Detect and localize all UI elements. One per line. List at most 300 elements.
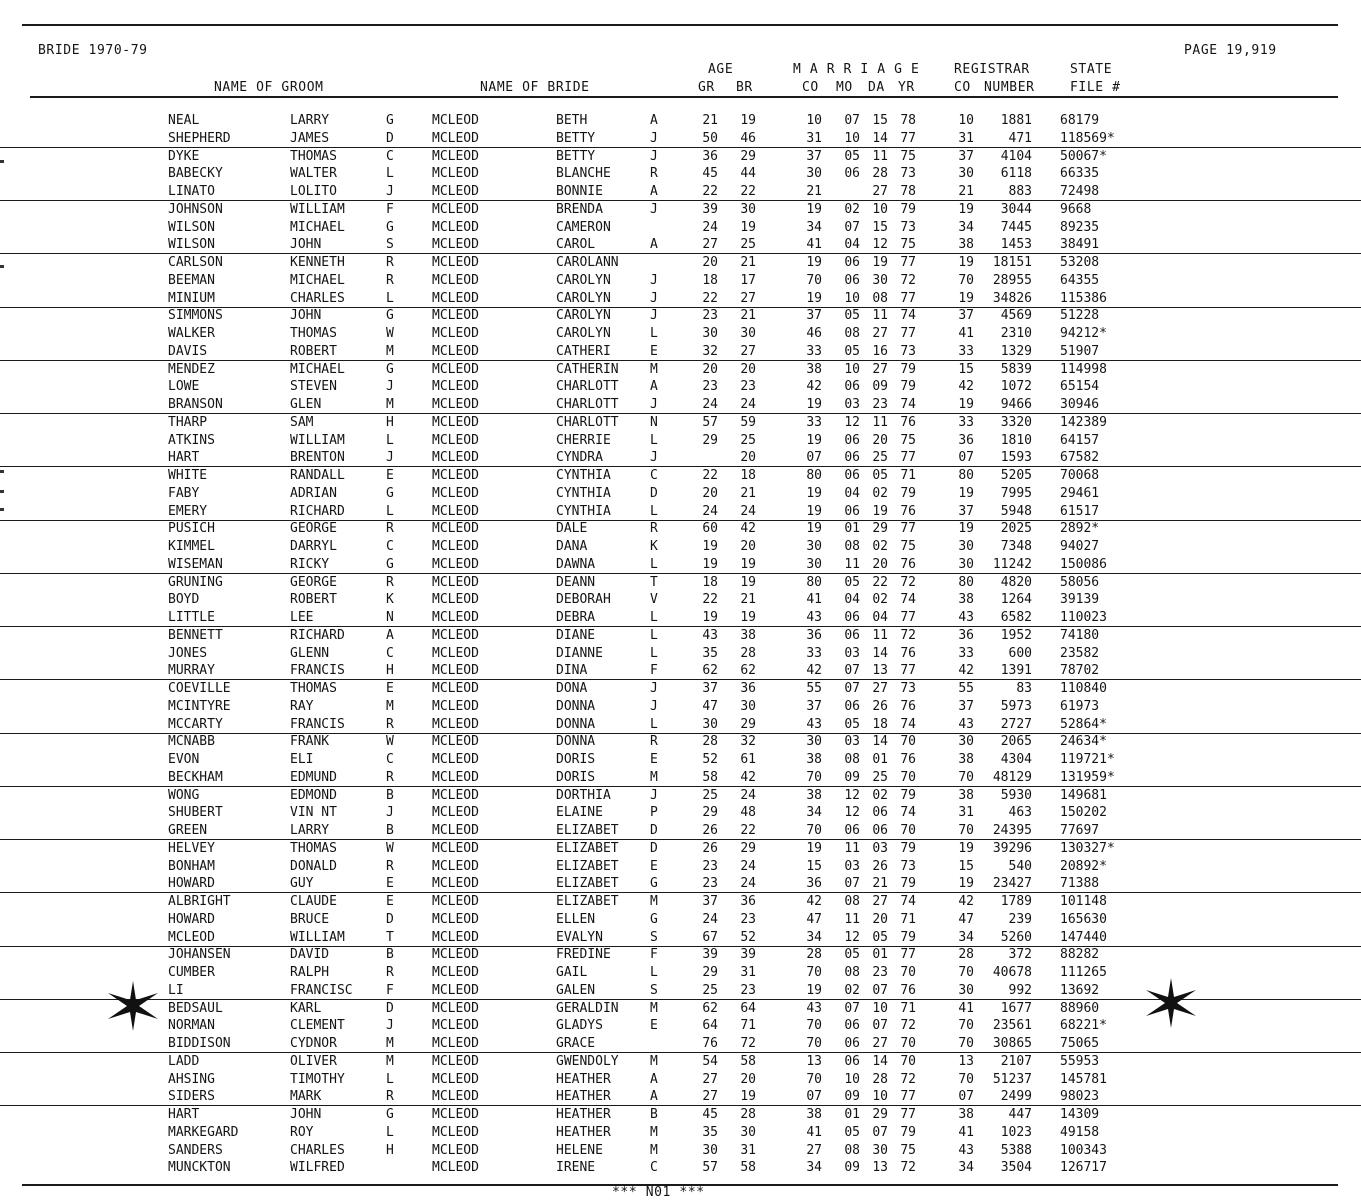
bride-age: 30 — [740, 201, 756, 217]
record-row — [0, 893, 1361, 910]
groom-given: THOMAS — [290, 326, 337, 341]
record-row — [0, 112, 1361, 129]
marriage-day: 14 — [872, 130, 888, 146]
bride-initial: J — [650, 130, 658, 146]
groom-age: 28 — [702, 734, 718, 750]
bride-surname: MCLEOD — [432, 645, 479, 661]
bride-age: 28 — [740, 645, 756, 661]
groom-initial: D — [386, 1000, 394, 1016]
marriage-day: 10 — [872, 1000, 888, 1016]
bride-surname: MCLEOD — [432, 805, 479, 821]
marriage-day: 07 — [872, 1018, 888, 1034]
marriage-county: 30 — [806, 556, 822, 572]
marriage-county: 70 — [806, 1036, 822, 1051]
groom-age: 26 — [702, 823, 718, 838]
record-row — [0, 929, 1361, 947]
groom-given: RAY — [290, 698, 314, 714]
groom-surname: SIMMONS — [168, 308, 223, 324]
marriage-day: 02 — [872, 485, 888, 501]
marriage-year: 73 — [900, 343, 916, 359]
marriage-co-header: CO — [802, 80, 819, 95]
groom-initial: D — [386, 130, 394, 146]
marriage-county: 34 — [806, 1160, 822, 1176]
bride-surname: MCLEOD — [432, 592, 479, 608]
marriage-month: 09 — [844, 1160, 860, 1176]
registrar-number: 1391 — [1000, 663, 1032, 679]
state-file-number: 67582 — [1060, 450, 1100, 466]
bride-surname: MCLEOD — [432, 397, 479, 412]
bride-age: 27 — [740, 290, 756, 306]
marriage-yr-header: YR — [898, 80, 915, 95]
bride-given: DORIS — [556, 769, 596, 785]
record-row — [0, 201, 1361, 218]
marriage-year: 77 — [900, 663, 916, 679]
marriage-year: 73 — [900, 858, 916, 874]
groom-initial: R — [386, 574, 394, 590]
groom-surname: BENNETT — [168, 627, 223, 643]
bride-surname: MCLEOD — [432, 237, 479, 253]
marriage-year: 70 — [900, 734, 916, 750]
groom-initial: D — [386, 911, 394, 927]
bride-initial: R — [650, 734, 658, 750]
marriage-day: 19 — [872, 255, 888, 270]
registrar-county: 43 — [958, 716, 974, 732]
age-gr-header: GR — [698, 80, 715, 95]
state-file-number: 75065 — [1060, 1036, 1100, 1051]
registrar-number: 5948 — [1000, 503, 1032, 519]
groom-initial: R — [386, 255, 394, 270]
bride-initial: P — [650, 805, 658, 821]
marriage-month: 04 — [844, 485, 860, 501]
bride-age: 23 — [740, 379, 756, 395]
registrar-county: 70 — [958, 823, 974, 838]
registrar-county: 33 — [958, 645, 974, 661]
groom-surname: DAVIS — [168, 343, 208, 359]
registrar-number: 4104 — [1000, 148, 1032, 164]
marriage-year: 75 — [900, 148, 916, 164]
record-row — [0, 254, 1361, 271]
bride-given: CYNTHIA — [556, 503, 611, 519]
groom-age: 35 — [702, 645, 718, 661]
groom-given: WILFRED — [290, 1160, 345, 1176]
marriage-year: 70 — [900, 1036, 916, 1051]
groom-surname: SHUBERT — [168, 805, 223, 821]
groom-age: 18 — [702, 272, 718, 288]
marriage-month: 11 — [844, 840, 860, 856]
registrar-number: 6118 — [1000, 166, 1032, 182]
bride-given: CYNTHIA — [556, 485, 611, 501]
groom-given: GEORGE — [290, 521, 337, 537]
bride-initial: S — [650, 982, 658, 998]
bride-initial: J — [650, 681, 658, 696]
bride-age: 72 — [740, 1036, 756, 1051]
groom-given: CHARLES — [290, 1142, 345, 1158]
groom-initial: E — [386, 681, 394, 696]
bride-initial: L — [650, 556, 658, 572]
marriage-county: 36 — [806, 627, 822, 643]
bride-given: GAIL — [556, 965, 588, 980]
groom-surname: BIDDISON — [168, 1036, 231, 1051]
bride-surname: MCLEOD — [432, 823, 479, 838]
marriage-county: 46 — [806, 326, 822, 341]
marriage-month: 06 — [844, 468, 860, 483]
bride-given: DONNA — [556, 716, 596, 732]
bride-surname: MCLEOD — [432, 663, 479, 679]
bride-initial: E — [650, 752, 658, 767]
groom-age: 43 — [702, 627, 718, 643]
groom-initial: M — [386, 397, 394, 412]
bride-surname: MCLEOD — [432, 450, 479, 466]
groom-age: 30 — [702, 1142, 718, 1158]
bride-initial: B — [650, 1107, 658, 1122]
page-number: PAGE 19,919 — [1184, 43, 1277, 58]
groom-surname: EVON — [168, 752, 200, 767]
bride-surname: MCLEOD — [432, 965, 479, 980]
groom-surname: MINIUM — [168, 290, 215, 306]
groom-initial: T — [386, 929, 394, 945]
record-row — [0, 1035, 1361, 1053]
groom-surname: WONG — [168, 787, 200, 803]
registrar-county: 30 — [958, 539, 974, 554]
state-file-number: 70068 — [1060, 468, 1100, 483]
marriage-county: 43 — [806, 610, 822, 625]
registrar-number: 3504 — [1000, 1160, 1032, 1176]
groom-surname: THARP — [168, 414, 208, 430]
groom-surname: SIDERS — [168, 1089, 215, 1105]
groom-surname: EMERY — [168, 503, 208, 519]
groom-initial: R — [386, 716, 394, 732]
bride-initial: M — [650, 1053, 658, 1069]
groom-given: JOHN — [290, 1107, 322, 1122]
registrar-county: 19 — [958, 290, 974, 306]
registrar-county: 33 — [958, 343, 974, 359]
marriage-county: 19 — [806, 397, 822, 412]
bride-surname: MCLEOD — [432, 858, 479, 874]
state-file-number: 165630 — [1060, 911, 1107, 927]
registrar-county: 42 — [958, 894, 974, 909]
groom-given: GEORGE — [290, 574, 337, 590]
record-row — [0, 804, 1361, 821]
groom-initial: W — [386, 734, 394, 750]
groom-surname: HART — [168, 1107, 200, 1122]
registrar-number: 28955 — [992, 272, 1032, 288]
groom-initial: R — [386, 965, 394, 980]
registrar-number: 1881 — [1000, 113, 1032, 128]
record-row — [0, 130, 1361, 148]
age-header: AGE — [708, 62, 734, 77]
marriage-county: 19 — [806, 255, 822, 270]
marriage-year: 77 — [900, 255, 916, 270]
groom-initial: S — [386, 237, 394, 253]
groom-initial: L — [386, 503, 394, 519]
age-br-header: BR — [736, 80, 753, 95]
bride-given: ELIZABET — [556, 840, 619, 856]
bride-age: 42 — [740, 521, 756, 537]
state-file-number: 49158 — [1060, 1124, 1100, 1140]
record-row — [0, 875, 1361, 893]
state-file-number: 29461 — [1060, 485, 1100, 501]
groom-surname: FABY — [168, 485, 200, 501]
groom-surname: BONHAM — [168, 858, 215, 874]
bride-age: 39 — [740, 947, 756, 963]
state-file-number: 68221* — [1060, 1018, 1107, 1034]
bride-age: 22 — [740, 184, 756, 199]
record-row — [0, 1088, 1361, 1106]
record-row — [0, 325, 1361, 342]
bride-surname: MCLEOD — [432, 681, 479, 696]
marriage-month: 06 — [844, 627, 860, 643]
bride-given: DIANE — [556, 627, 596, 643]
bride-surname: MCLEOD — [432, 1053, 479, 1069]
bride-given: CAROLYN — [556, 308, 611, 324]
registrar-number: 2025 — [1000, 521, 1032, 537]
marriage-month: 12 — [844, 929, 860, 945]
registrar-number: 2107 — [1000, 1053, 1032, 1069]
marriage-day: 12 — [872, 237, 888, 253]
state-file-number: 98023 — [1060, 1089, 1100, 1105]
marriage-year: 76 — [900, 982, 916, 998]
bride-surname: MCLEOD — [432, 219, 479, 235]
state-file-number: 50067* — [1060, 148, 1107, 164]
bride-age: 19 — [740, 574, 756, 590]
marriage-month: 08 — [844, 752, 860, 767]
groom-age: 22 — [702, 468, 718, 483]
bride-surname: MCLEOD — [432, 1000, 479, 1016]
marriage-county: 41 — [806, 1124, 822, 1140]
groom-surname: SANDERS — [168, 1142, 223, 1158]
marriage-county: 28 — [806, 947, 822, 963]
registrar-county: 70 — [958, 272, 974, 288]
marriage-day: 14 — [872, 734, 888, 750]
marriage-year: 78 — [900, 113, 916, 128]
marriage-month: 03 — [844, 734, 860, 750]
marriage-year: 72 — [900, 1160, 916, 1176]
record-row — [0, 1106, 1361, 1123]
bride-given: CAROL — [556, 237, 596, 253]
bride-age: 61 — [740, 752, 756, 767]
bride-surname: MCLEOD — [432, 1124, 479, 1140]
bride-age: 32 — [740, 734, 756, 750]
record-row — [0, 183, 1361, 201]
bride-given: DAWNA — [556, 556, 596, 572]
groom-surname: MARKEGARD — [168, 1124, 239, 1140]
groom-given: JOHN — [290, 237, 322, 253]
registrar-county: 37 — [958, 503, 974, 519]
groom-given: KENNETH — [290, 255, 345, 270]
marriage-month: 07 — [844, 219, 860, 235]
bride-given: DINA — [556, 663, 588, 679]
bride-surname: MCLEOD — [432, 556, 479, 572]
bride-age: 46 — [740, 130, 756, 146]
registrar-number: 24395 — [992, 823, 1032, 838]
groom-surname: PUSICH — [168, 521, 215, 537]
bride-header: NAME OF BRIDE — [480, 80, 590, 95]
marriage-year: 77 — [900, 450, 916, 466]
registrar-county: 80 — [958, 574, 974, 590]
marriage-day: 22 — [872, 574, 888, 590]
groom-surname: WISEMAN — [168, 556, 223, 572]
state-file-number: 150086 — [1060, 556, 1107, 572]
groom-surname: BEDSAUL — [168, 1000, 223, 1016]
bride-initial: V — [650, 592, 658, 608]
bride-age: 58 — [740, 1160, 756, 1176]
bride-given: ELIZABET — [556, 823, 619, 838]
bride-age: 20 — [740, 450, 756, 466]
record-row — [0, 1071, 1361, 1088]
state-file-number: 66335 — [1060, 166, 1100, 182]
groom-age: 62 — [702, 663, 718, 679]
marriage-year: 76 — [900, 556, 916, 572]
registrar-number: 1023 — [1000, 1124, 1032, 1140]
marriage-year: 78 — [900, 184, 916, 199]
record-row — [0, 414, 1361, 431]
bride-age: 22 — [740, 823, 756, 838]
record-row — [0, 946, 1361, 963]
record-row — [0, 1159, 1361, 1176]
groom-surname: HELVEY — [168, 840, 215, 856]
registrar-number: 39296 — [992, 840, 1032, 856]
marriage-county: 38 — [806, 787, 822, 803]
record-row — [0, 307, 1361, 324]
record-row — [0, 378, 1361, 395]
marriage-county: 31 — [806, 130, 822, 146]
registrar-county: 13 — [958, 1053, 974, 1069]
marriage-year: 77 — [900, 947, 916, 963]
registrar-number: 2310 — [1000, 326, 1032, 341]
bride-surname: MCLEOD — [432, 574, 479, 590]
bride-given: BETH — [556, 113, 588, 128]
groom-given: DAVID — [290, 947, 330, 963]
state-file-number: 39139 — [1060, 592, 1100, 608]
bride-initial: K — [650, 539, 658, 554]
marriage-month: 05 — [844, 947, 860, 963]
registrar-number: 6582 — [1000, 610, 1032, 625]
state-file-number: 147440 — [1060, 929, 1107, 945]
groom-given: ROBERT — [290, 592, 337, 608]
groom-surname: LITTLE — [168, 610, 215, 625]
bride-surname: MCLEOD — [432, 947, 479, 963]
marriage-day: 10 — [872, 1089, 888, 1105]
bride-initial: J — [650, 787, 658, 803]
record-row — [0, 733, 1361, 750]
marriage-year: 77 — [900, 521, 916, 537]
groom-age: 39 — [702, 201, 718, 217]
bride-given: BLANCHE — [556, 166, 611, 182]
state-file-number: 101148 — [1060, 894, 1107, 909]
groom-initial: R — [386, 858, 394, 874]
record-row — [0, 236, 1361, 254]
bride-age: 25 — [740, 237, 756, 253]
marriage-month: 05 — [844, 1124, 860, 1140]
state-file-number: 94027 — [1060, 539, 1100, 554]
groom-age: 23 — [702, 876, 718, 892]
state-file-number: 126717 — [1060, 1160, 1107, 1176]
groom-header: NAME OF GROOM — [214, 80, 324, 95]
groom-age: 19 — [702, 610, 718, 625]
groom-initial: C — [386, 148, 394, 164]
bride-initial: C — [650, 468, 658, 483]
groom-initial: G — [386, 556, 394, 572]
groom-initial: B — [386, 947, 394, 963]
bride-initial: M — [650, 361, 658, 377]
bride-initial: L — [650, 716, 658, 732]
groom-surname: BOYD — [168, 592, 200, 608]
groom-surname: JOHNSON — [168, 201, 223, 217]
bride-surname: MCLEOD — [432, 716, 479, 732]
marriage-day: 07 — [872, 1124, 888, 1140]
groom-age: 23 — [702, 379, 718, 395]
bride-initial: L — [650, 610, 658, 625]
registrar-county: 21 — [958, 184, 974, 199]
groom-age: 47 — [702, 698, 718, 714]
marriage-month: 09 — [844, 769, 860, 785]
groom-age: 24 — [702, 219, 718, 235]
bride-given: CHARLOTT — [556, 397, 619, 412]
bride-surname: MCLEOD — [432, 1142, 479, 1158]
groom-initial: A — [386, 627, 394, 643]
groom-given: ADRIAN — [290, 485, 337, 501]
groom-given: FRANCIS — [290, 663, 345, 679]
groom-initial: W — [386, 840, 394, 856]
marriage-day: 11 — [872, 414, 888, 430]
groom-initial: C — [386, 645, 394, 661]
groom-surname: NEAL — [168, 113, 200, 128]
registrar-county: 43 — [958, 1142, 974, 1158]
bride-given: CHARLOTT — [556, 414, 619, 430]
registrar-county: 07 — [958, 450, 974, 466]
bride-given: DONA — [556, 681, 588, 696]
bride-age: 52 — [740, 929, 756, 945]
bride-age: 58 — [740, 1053, 756, 1069]
state-file-number: 150202 — [1060, 805, 1107, 821]
registrar-number: 83 — [1016, 681, 1032, 696]
marriage-county: 19 — [806, 201, 822, 217]
groom-age: 22 — [702, 184, 718, 199]
bride-initial: L — [650, 965, 658, 980]
bride-given: BETTY — [556, 130, 596, 146]
groom-surname: BECKHAM — [168, 769, 223, 785]
bride-age: 25 — [740, 432, 756, 448]
bride-surname: MCLEOD — [432, 698, 479, 714]
marriage-county: 19 — [806, 840, 822, 856]
registrar-number: 1952 — [1000, 627, 1032, 643]
report-title: BRIDE 1970-79 — [38, 43, 148, 58]
state-file-number: 88282 — [1060, 947, 1100, 963]
groom-initial: N — [386, 610, 394, 625]
bride-surname: MCLEOD — [432, 627, 479, 643]
bride-initial: E — [650, 858, 658, 874]
marriage-county: 33 — [806, 645, 822, 661]
groom-surname: MCCARTY — [168, 716, 223, 732]
record-row — [0, 556, 1361, 574]
bride-initial: A — [650, 113, 658, 128]
groom-given: KARL — [290, 1000, 322, 1016]
groom-surname: SHEPHERD — [168, 130, 231, 146]
state-file-number: 9668 — [1060, 201, 1092, 217]
registrar-number: 2065 — [1000, 734, 1032, 750]
marriage-month: 04 — [844, 592, 860, 608]
registrar-county: 19 — [958, 485, 974, 501]
bride-surname: MCLEOD — [432, 166, 479, 182]
marriage-month: 04 — [844, 237, 860, 253]
registrar-number: 40678 — [992, 965, 1032, 980]
record-row — [0, 503, 1361, 521]
bride-given: BETTY — [556, 148, 596, 164]
marriage-day: 27 — [872, 1036, 888, 1051]
bride-age: 19 — [740, 113, 756, 128]
bride-initial: L — [650, 645, 658, 661]
marriage-year: 77 — [900, 1089, 916, 1105]
